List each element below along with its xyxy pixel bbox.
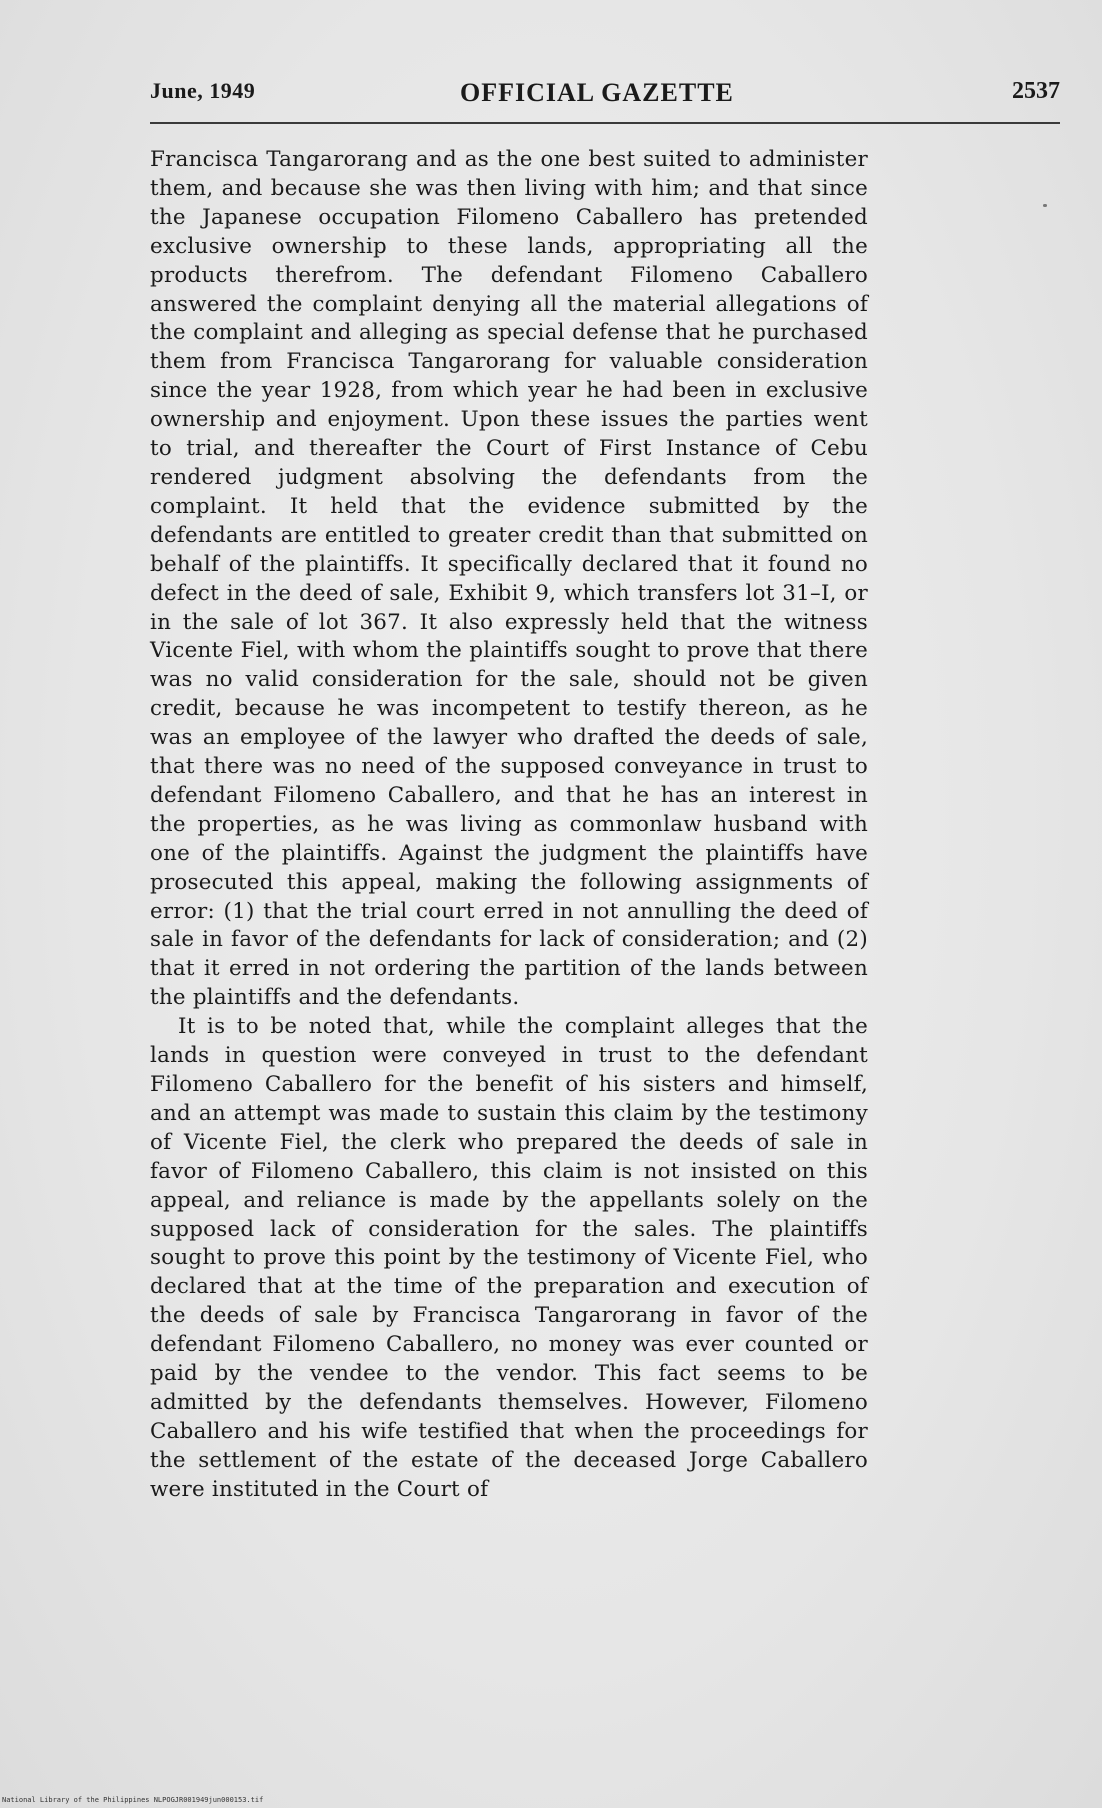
paragraph-2: It is to be noted that, while the complaint alleges that the lands in question were conveyed in trust to the defendant Filomeno Caballero for the benefit of his sisters and himself, and an attempt was made to sustain this claim by the testimony of Vicente Fiel, the clerk who prepared the deeds of sale in favor of Filomeno Caballero, this claim is not insisted on this appeal, and reliance is made by the appellants solely on the supposed lack of consideration for the sales. The plaintiffs sought to prove this point by the testimony of Vicente Fiel, who declared that at the time of the preparation and execution of the deeds of sale by Francisca Tangarorang in favor of the defendant Filomeno Caballero, no money was ever counted or paid by the vendee to the vendor. This fact seems to be admitted by the defendants themselves. However, Filomeno Caballero and his wife testified that when the proceedings for the settlement of the estate of the deceased Jorge Caballero were instituted in the Court of (150, 1014, 868, 1502)
running-header (150, 78, 1060, 114)
header-title: OFFICIAL GAZETTE (460, 78, 734, 107)
paragraph-1: Francisca Tangarorang and as the one best suited to administer them, and because she was then living with him; and that since the Japanese occupation Filomeno Caballero has pretended exclusive ownership to these lands, appropriating all the products therefrom. The defendant Filomeno Caballero answered the complaint denying all the material allegations of the complaint and alleging as special defense that he purchased them from Francisca Tangarorang for valuable consideration since the year 1928, from which year he had been in exclusive ownership and enjoyment. Upon these issues the parties went to trial, and thereafter the Court of First Instance of Cebu rendered judgment absolving the defendants from the complaint. It held that the evidence submitted by the defendants are entitled to greater credit than that submitted on behalf of the plaintiffs. It specifically declared that it found no defect in the deed of sale, Exhibit 9, which transfers lot 31–I, or in the sale of lot 367. It also expressly held that the witness Vicente Fiel, with whom the plaintiffs sought to prove that there was no valid consideration for the sale, should not be given credit, because he was incompetent to testify thereon, as he was an employee of the lawyer who drafted the deeds of sale, that there was no need of the supposed conveyance in trust to defendant Filomeno Caballero, and that he has an interest in the properties, as he was living as commonlaw husband with one of the plaintiffs. Against the judgment the plaintiffs have prosecuted this appeal, making the following assignments of error: (1) that the trial court erred in not annulling the deed of sale in favor of the defendants for lack of consideration; and (2) that it erred in not ordering the partition of the lands between the plaintiffs and the defendants. (150, 147, 868, 1011)
body-text (150, 146, 868, 1505)
header-rule (150, 122, 1060, 124)
header-date: June, 1949 (150, 78, 256, 103)
archive-footer: National Library of the Philippines NLPOGJR001949jun000153.tif (2, 1796, 264, 1804)
scan-speck (1043, 204, 1047, 207)
page-number: 2537 (1012, 78, 1060, 104)
